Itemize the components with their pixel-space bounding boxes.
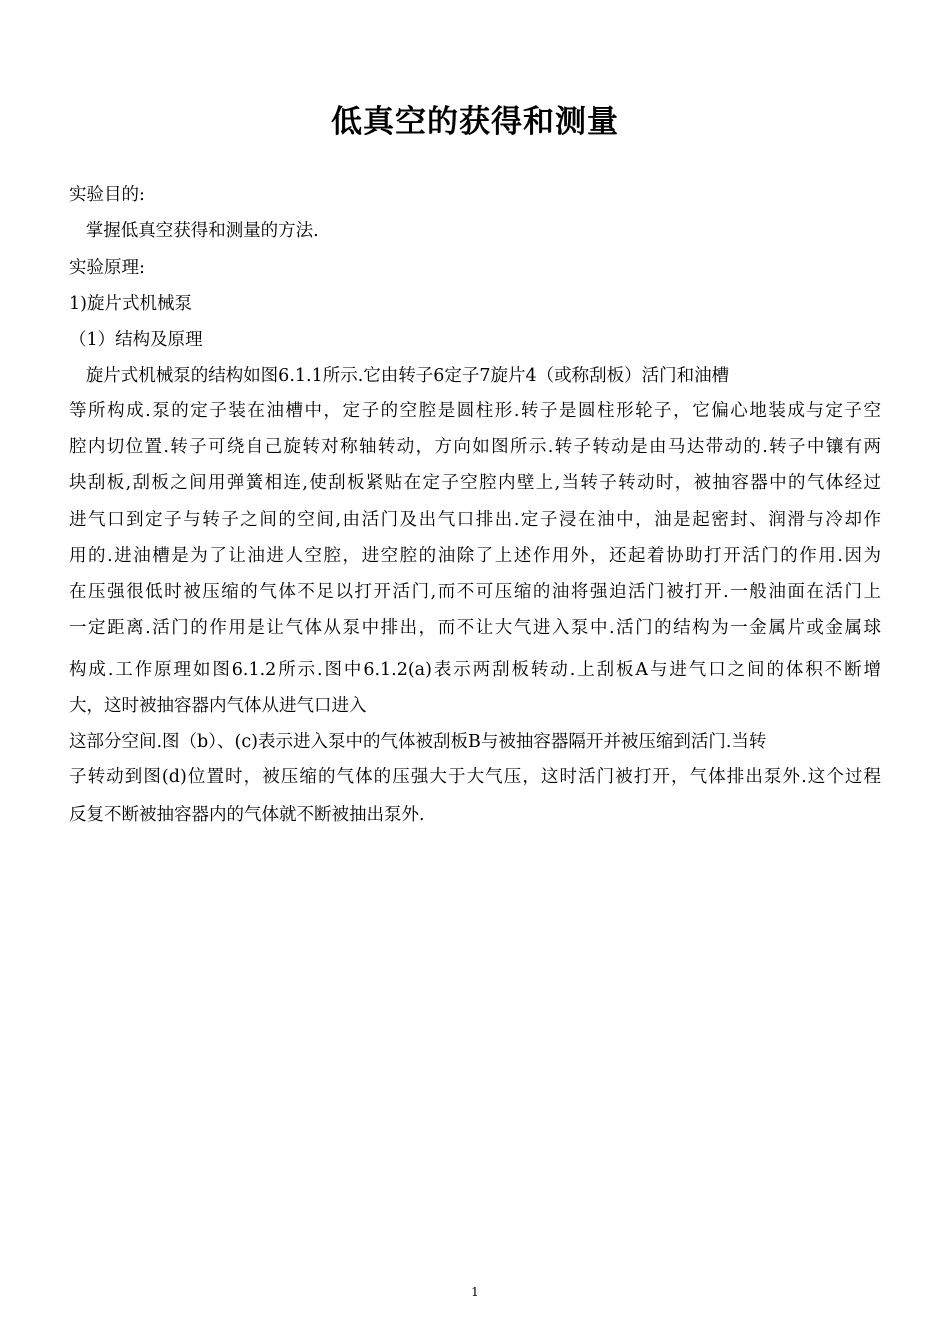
paragraph-line: 块刮板,刮板之间用弹簧相连,使刮板紧贴在定子空腔内壁上,当转子转动时，被抽容器中的气体经过 bbox=[69, 473, 881, 493]
paragraph-line: 构成.工作原理如图6.1.2所示.图中6.1.2(a)表示两刮板转动.上刮板A与进气口之间的体积不断增 bbox=[69, 660, 881, 680]
paragraph-line: 掌握低真空获得和测量的方法. bbox=[69, 221, 319, 241]
paragraph-line: 用的.进油槽是为了让油进人空腔，进空腔的油除了上述作用外，还起着协助打开活门的作用.因为 bbox=[69, 546, 881, 566]
paragraph-line: 等所构成.泵的定子装在油槽中，定子的空腔是圆柱形.转子是圆柱形轮子，它偏心地装成与定子空 bbox=[69, 401, 881, 421]
subsection-heading: 1)旋片式机械泵 bbox=[69, 294, 192, 314]
section-heading-principle: 实验原理: bbox=[69, 258, 145, 278]
paragraph-line: 腔内切位置.转子可绕自己旋转对称轴转动，方向如图所示.转子转动是由马达带动的.转子中镶有两 bbox=[69, 437, 881, 457]
page-number: 1 bbox=[471, 1285, 479, 1299]
subsection-heading: （1）结构及原理 bbox=[69, 330, 203, 350]
paragraph-line: 一定距离.活门的作用是让气体从泵中排出，而不让大气进入泵中.活门的结构为一金属片或金属球 bbox=[69, 618, 881, 638]
paragraph-line: 旋片式机械泵的结构如图6.1.1所示.它由转子6定子7旋片4（或称刮板）活门和油槽 bbox=[69, 366, 730, 386]
section-heading-purpose: 实验目的: bbox=[69, 185, 145, 205]
paragraph-line: 在压强很低时被压缩的气体不足以打开活门,而不可压缩的油将强迫活门被打开.一般油面在活门上 bbox=[69, 582, 881, 602]
document-title: 低真空的获得和测量 bbox=[331, 104, 619, 140]
paragraph-line: 大，这时被抽容器内气体从进气口进入 bbox=[69, 696, 367, 716]
paragraph-line: 子转动到图(d)位置时，被压缩的气体的压强大于大气压，这时活门被打开，气体排出泵外.这个过程 bbox=[69, 767, 881, 787]
paragraph-line: 这部分空间.图（b）、(c)表示进入泵中的气体被刮板B与被抽容器隔开并被压缩到活门.当转 bbox=[69, 732, 767, 752]
paragraph-line: 进气口到定子与转子之间的空间,由活门及出气口排出.定子浸在油中，油是起密封、润滑与冷却作 bbox=[69, 510, 881, 530]
paragraph-line: 反复不断被抽容器内的气体就不断被抽出泵外. bbox=[69, 805, 425, 825]
